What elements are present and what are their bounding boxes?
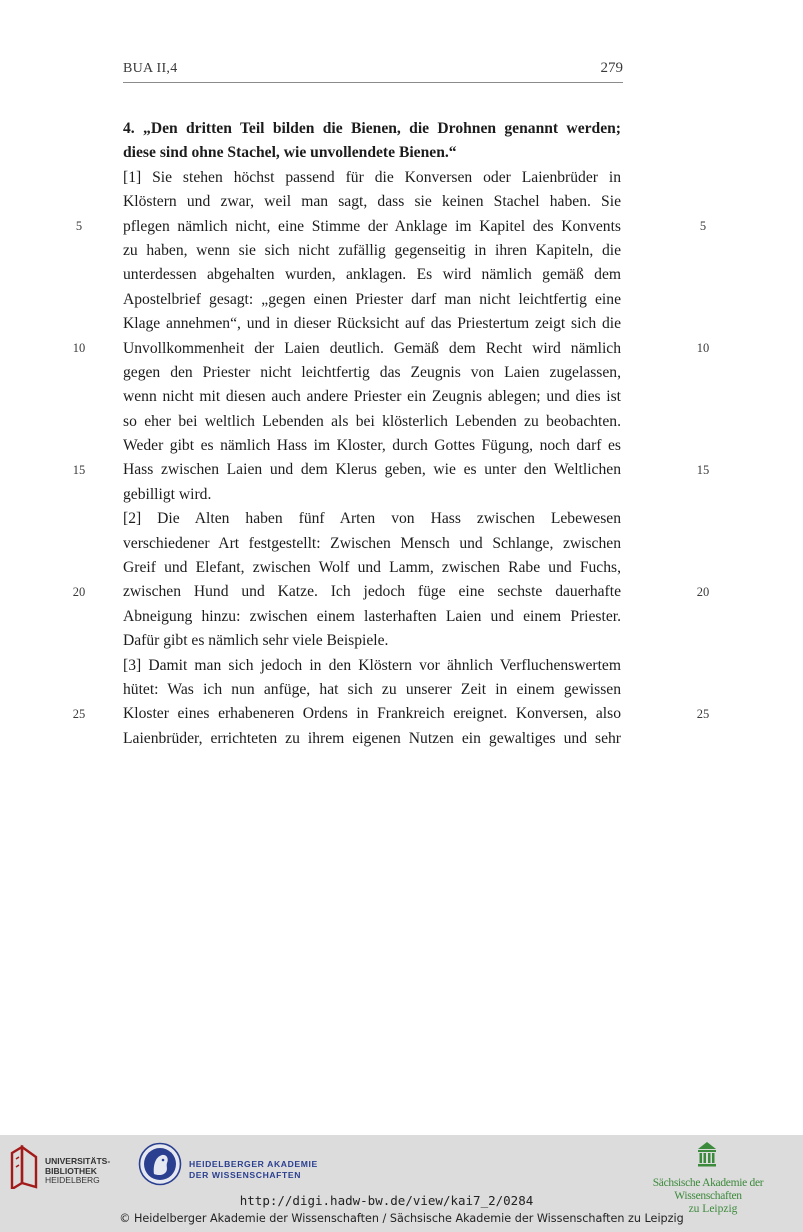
text-line: hütet: Was ich nun anfüge, hat sich zu unserer Zeit in einem gewissen: [123, 680, 621, 698]
ub-logo-line: UNIVERSITÄTS-: [45, 1156, 111, 1166]
page-number: 279: [600, 60, 623, 76]
text-line: zwischen Hund und Katze. Ich jedoch füge eine sechste dauerhafte: [123, 583, 621, 601]
text-line: [2] Die Alten haben fünf Arten von Hass zwischen Lebewesen: [123, 510, 621, 528]
line-number-right: 20: [696, 585, 710, 599]
heading-line: diese sind ohne Stachel, wie unvollendete Bienen.“: [123, 144, 457, 162]
ub-heidelberg-logo[interactable]: [8, 1143, 111, 1193]
text-line: gegen den Priester nicht leichtfertig das Zeugnis von Laien zugelassen,: [123, 363, 621, 381]
text-line: Unvollkommenheit der Laien deutlich. Gemäß dem Recht wird nämlich: [123, 339, 621, 357]
hadw-seal-icon: [138, 1142, 182, 1186]
text-line: Apostelbrief gesagt: „gegen einen Priester darf man nicht leichtfertig eine: [123, 290, 621, 308]
text-line: zu haben, wenn sie sich nicht zufällig gegenseitig in ihren Kapiteln, die: [123, 241, 621, 259]
text-line: Klage annehmen“, und in dieser Rücksicht auf das Priestertum zeigt sich die: [123, 315, 621, 333]
line-number-left: 15: [72, 463, 86, 477]
text-line: Dafür gibt es nämlich sehr viele Beispiele.: [123, 632, 389, 650]
line-number-right: 5: [699, 219, 707, 233]
text-line: Kloster eines erhabeneren Ordens in Frankreich ereignet. Konversen, also: [123, 705, 621, 723]
hadw-logo-line: DER WISSENSCHAFTEN: [189, 1169, 302, 1180]
text-line: gebilligt wird.: [123, 485, 212, 503]
line-number-left: 25: [72, 707, 86, 721]
line-number-left: 20: [72, 585, 86, 599]
text-line: Klöstern und zwar, weil man sagt, dass sie keinen Stachel haben. Sie: [123, 193, 621, 211]
ub-logo-text: [45, 1157, 110, 1186]
line-number-left: 5: [75, 219, 83, 233]
running-title: BUA II,4: [123, 61, 178, 76]
text-line: pflegen nämlich nicht, eine Stimme der Anklage im Kapitel des Konvents: [123, 217, 621, 235]
saw-logo-line: Sächsische Akademie der Wissenschaften: [652, 1177, 764, 1202]
copyright-notice: © Heidelberger Akademie der Wissenschaften / Sächsische Akademie der Wissenschaften zu Leipzig: [119, 1212, 684, 1225]
line-number-right: 10: [696, 341, 710, 355]
text-line: [1] Sie stehen höchst passend für die Konversen oder Laienbrüder in: [123, 168, 621, 186]
text-line: Hass zwischen Laien und dem Klerus geben, wie es unter den Weltlichen: [123, 461, 621, 479]
hadw-logo[interactable]: [138, 1142, 323, 1190]
text-line: so eher bei weltlich Lebenden als bei klösterlich Lebenden zu beobachten.: [123, 412, 621, 430]
hadw-logo-line: HEIDELBERGER AKADEMIE: [189, 1159, 318, 1169]
ub-book-icon: [8, 1143, 42, 1189]
text-line: Laienbrüder, errichteten zu ihrem eigenen Nutzen ein gewaltiges und sehr: [123, 729, 621, 747]
ub-logo-line: HEIDELBERG: [45, 1175, 100, 1185]
saw-building-icon: [697, 1141, 717, 1167]
line-number-right: 15: [696, 463, 710, 477]
text-line: unterdessen abgehalten wurden, anklagen. Es wird nämlich gemäß dem: [123, 266, 621, 284]
text-line: Weder gibt es nämlich Hass im Kloster, durch Gottes Fügung, noch darf es: [123, 437, 621, 455]
text-line: Abneigung hinzu: zwischen einem lasterhaften Laien und einem Priester.: [123, 607, 621, 625]
line-number-right: 25: [696, 707, 710, 721]
text-line: verschiedener Art festgestellt: Zwischen Mensch und Schlange, zwischen: [123, 534, 621, 552]
line-number-left: 10: [72, 341, 86, 355]
text-line: Greif und Elefant, zwischen Wolf und Lamm, zwischen Rabe und Fuchs,: [123, 559, 621, 577]
footer-bar: [0, 1135, 803, 1232]
heading-line: 4. „Den dritten Teil bilden die Bienen, die Drohnen genannt werden;: [123, 120, 621, 137]
text-line: wenn nicht mit diesen auch andere Priester ein Zeugnis ablegen; und dies ist: [123, 388, 621, 406]
running-head: [123, 60, 623, 83]
ub-logo-line: BIBLIOTHEK: [45, 1165, 97, 1176]
saw-logo-line: zu Leipzig: [688, 1203, 738, 1215]
body-text: [123, 117, 621, 751]
hadw-logo-text: [189, 1159, 318, 1180]
text-line: [3] Damit man sich jedoch in den Klöstern vor ähnlich Verfluchenswertem: [123, 656, 621, 674]
permalink-url[interactable]: http://digi.hadw-bw.de/view/kai7_2/0284: [239, 1193, 534, 1208]
